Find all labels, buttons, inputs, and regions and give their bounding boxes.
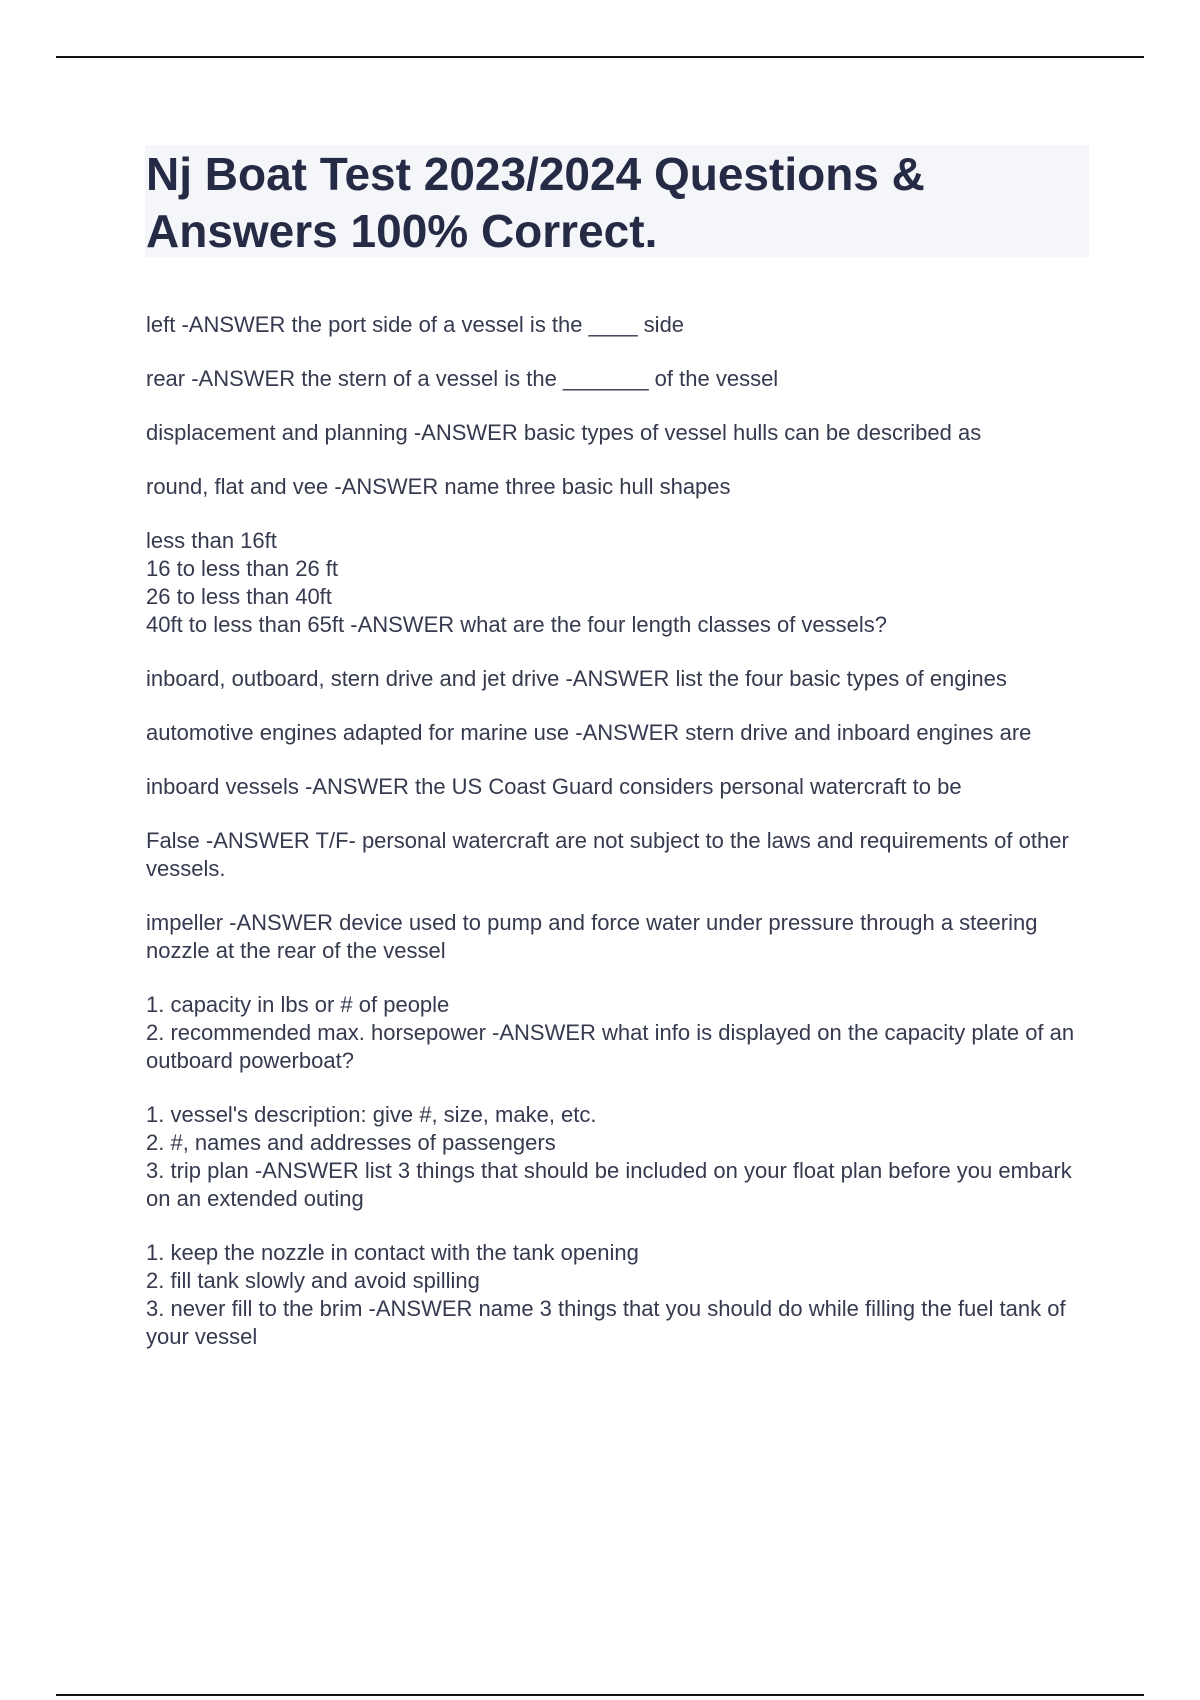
qa-item: 1. capacity in lbs or # of people 2. recommended max. horsepower -ANSWER what info is displayed on the capacity plate of an outboard powerboat? xyxy=(146,992,1075,1073)
qa-item: inboard, outboard, stern drive and jet drive -ANSWER list the four basic types of engines xyxy=(146,666,1007,691)
bottom-divider xyxy=(56,1694,1144,1696)
qa-item: displacement and planning -ANSWER basic types of vessel hulls can be described as xyxy=(146,420,982,445)
qa-item: round, flat and vee -ANSWER name three basic hull shapes xyxy=(146,474,731,499)
qa-item: automotive engines adapted for marine use -ANSWER stern drive and inboard engines are xyxy=(146,720,1032,745)
qa-item: False -ANSWER T/F- personal watercraft are not subject to the laws and requirements of other vessels. xyxy=(146,828,1069,881)
qa-item: 1. vessel's description: give #, size, make, etc. 2. #, names and addresses of passengers 3. trip plan -ANSWER list 3 things that should be included on your float plan before you embark on an extended outing xyxy=(146,1102,1072,1211)
qa-item: inboard vessels -ANSWER the US Coast Guard considers personal watercraft to be xyxy=(146,774,962,799)
qa-list xyxy=(146,311,1090,1377)
document-title: Nj Boat Test 2023/2024 Questions & Answers 100% Correct. xyxy=(146,148,925,257)
qa-item: less than 16ft 16 to less than 26 ft 26 to less than 40ft 40ft to less than 65ft -ANSWER what are the four length classes of vessels? xyxy=(146,528,888,637)
qa-item: left -ANSWER the port side of a vessel is the ____ side xyxy=(146,312,685,337)
top-divider xyxy=(56,56,1144,58)
qa-item: impeller -ANSWER device used to pump and force water under pressure through a steering nozzle at the rear of the vessel xyxy=(146,910,1038,963)
qa-item: rear -ANSWER the stern of a vessel is the _______ of the vessel xyxy=(146,366,779,391)
qa-item: 1. keep the nozzle in contact with the tank opening 2. fill tank slowly and avoid spilling 3. never fill to the brim -ANSWER name 3 things that you should do while filling the fuel tank of your vessel xyxy=(146,1240,1066,1349)
